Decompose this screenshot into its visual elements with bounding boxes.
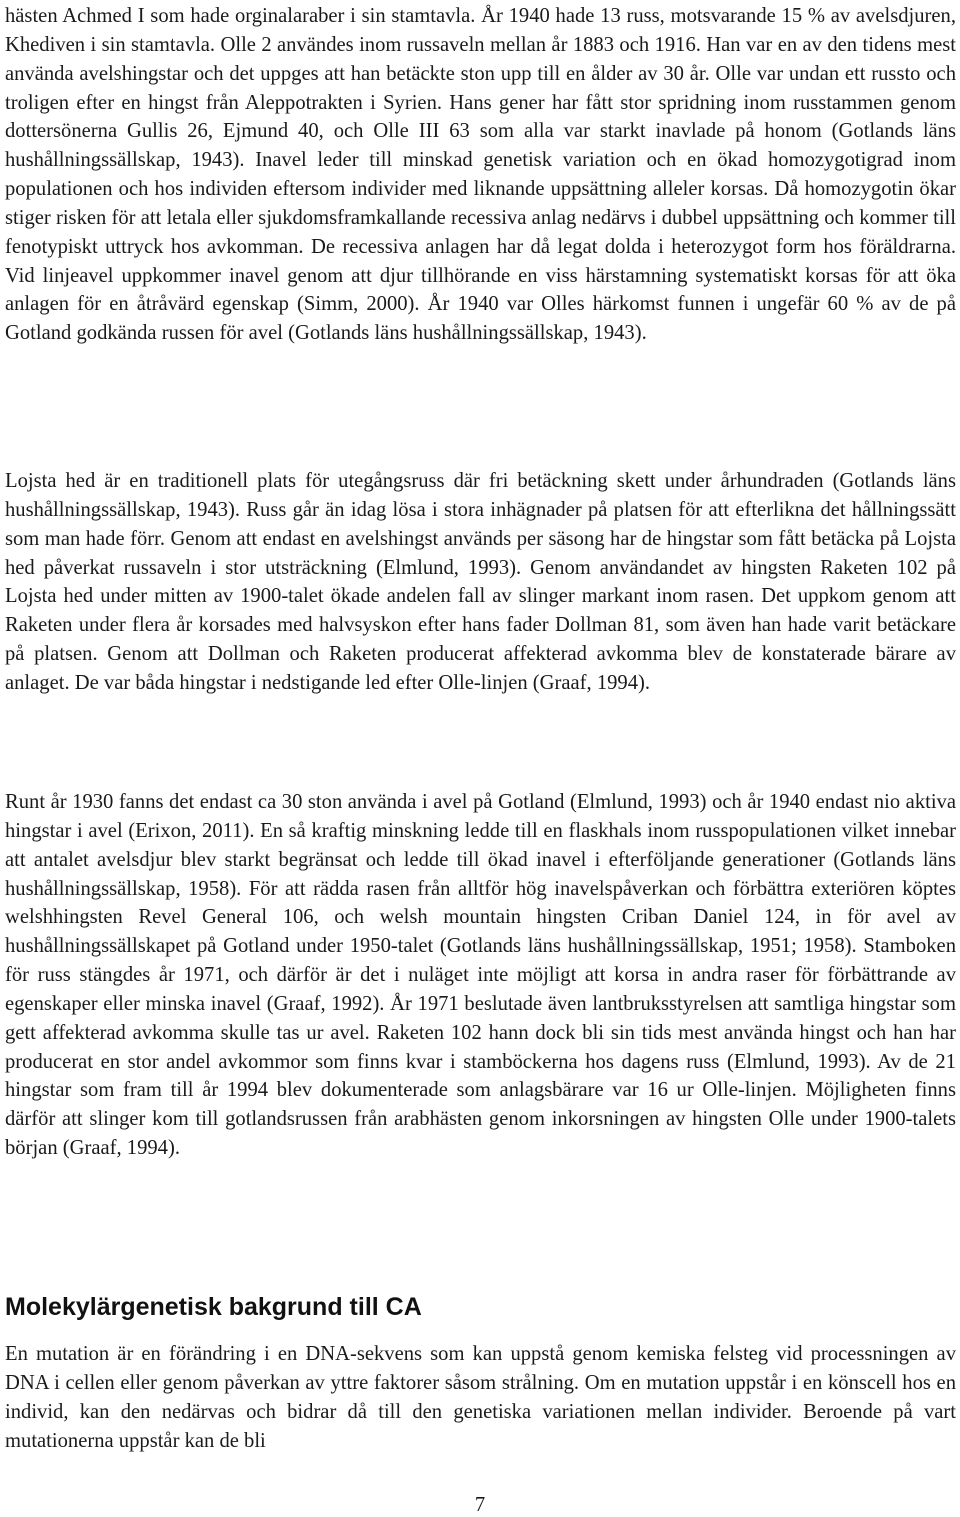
page-number: 7	[474, 1494, 486, 1516]
paragraph-olle-lineage: hästen Achmed I som hade orginalaraber i sin stamtavla. År 1940 hade 13 russ, motsvarande 15 % av avelsdjuren, Khediven i sin stamtavla. Olle 2 användes inom russaveln mellan år 1883 och 1916. Han var en av den tidens mest använda avelshingstar och det uppges att han betäckte ston upp till en ålder av 30 år. Olle var undan ett russto och troligen efter en hingst från Aleppotrakten i Syrien. Hans gener har fått stor spridning inom russtammen genom dottersönerna Gullis 26, Ejmund 40, och Olle III 63 som alla var starkt inavlade på honom (Gotlands läns hushållningssällskap, 1943). Inavel leder till minskad genetisk variation och en ökad homozygotigrad inom populationen och hos individen eftersom individer med liknande uppsättning alleler korsas. Då homozygotin ökar stiger risken för att letala eller sjukdomsframkallande recessiva anlag nedärvs i dubbel uppsättning och kommer till fenotypiskt uttryck hos avkomman. De recessiva anlagen har då legat dolda i heterozygot form hos föräldrarna. Vid linjeavel uppkommer inavel genom att djur tillhörande en viss härstamning systematiskt korsas för att öka anlagen för en åtråvärd egenskap (Simm, 2000). År 1940 var Olles härkomst funnen i ungefär 60 % av de på Gotland godkända russen för avel (Gotlands läns hushållningssällskap, 1943).	[5, 5, 956, 345]
paragraph-mutation-intro: En mutation är en förändring i en DNA-sekvens som kan uppstå genom kemiska felsteg vid processningen av DNA i cellen eller genom påverkan av yttre faktorer såsom strålning. Om en mutation uppstår i en könscell hos en individ, kan den nedärvas och bidrar då till den genetiska variationen mellan individer. Beroende på vart mutationerna uppstår kan de bli	[5, 1343, 956, 1452]
section-heading: Molekylärgenetisk bakgrund till CA	[5, 1293, 422, 1321]
paragraph-lojsta-hed: Lojsta hed är en traditionell plats för utegångsruss där fri betäckning skett under århundraden (Gotlands läns hushållningssällskap, 1943). Russ går än idag lösa i stora inhägnader på platsen för att efterlikna det hållningssätt som man hade förr. Genom att endast en avelshingst används per säsong har de hingstar som fått betäcka på Lojsta hed påverkat russaveln i stor utsträckning (Elmlund, 1993). Genom användandet av hingsten Raketen 102 på Lojsta hed under mitten av 1900-talet ökade andelen fall av slinger markant inom rasen. Det uppkom genom att Raketen under flera år korsades med halvsyskon efter hans fader Dollman 81, som även han hade varit betäckare på platsen. Genom att Dollman och Raketen producerat affekterad avkomma blev de konstaterade bärare av anlaget. De var båda hingstar i nedstigande led efter Olle-linjen (Graaf, 1994).	[5, 470, 956, 694]
paragraph-population-bottleneck: Runt år 1930 fanns det endast ca 30 ston använda i avel på Gotland (Elmlund, 1993) och år 1940 endast nio aktiva hingstar i avel (Erixon, 2011). En så kraftig minskning ledde till en flaskhals inom russpopulationen vilket innebar att antalet avelsdjur blev starkt begränsat och ledde till ökad inavel i efterföljande generationer (Gotlands läns hushållningssällskap, 1958). För att rädda rasen från alltför hög inavelspåverkan och förbättra exteriören köptes welshhingsten Revel General 106, och welsh mountain hingsten Criban Daniel 124, in för avel av hushållningssällskapet på Gotland under 1950-talet (Gotlands läns hushållningssällskap, 1951; 1958). Stamboken för russ stängdes år 1971, och därför är det i nuläget inte möjligt att korsa in andra raser för förbättrande av egenskaper eller minska inavel (Graaf, 1992). År 1971 beslutade även lantbruksstyrelsen att samtliga hingstar som gett affekterad avkomma skulle tas ur avel. Raketen 102 hann dock bli sin tids mest använda hingst och han har producerat en stor andel avkommor som finns kvar i stamböckerna hos dagens russ (Elmlund, 1993). Av de 21 hingstar som fram till år 1994 blev dokumenterade som anlagsbärare var 16 ur Olle-linjen. Möjligheten finns därför att slinger kom till gotlandsrussen från arabhästen genom inkorsningen av hingsten Olle under 1900-talets början (Graaf, 1994).	[5, 791, 956, 1160]
